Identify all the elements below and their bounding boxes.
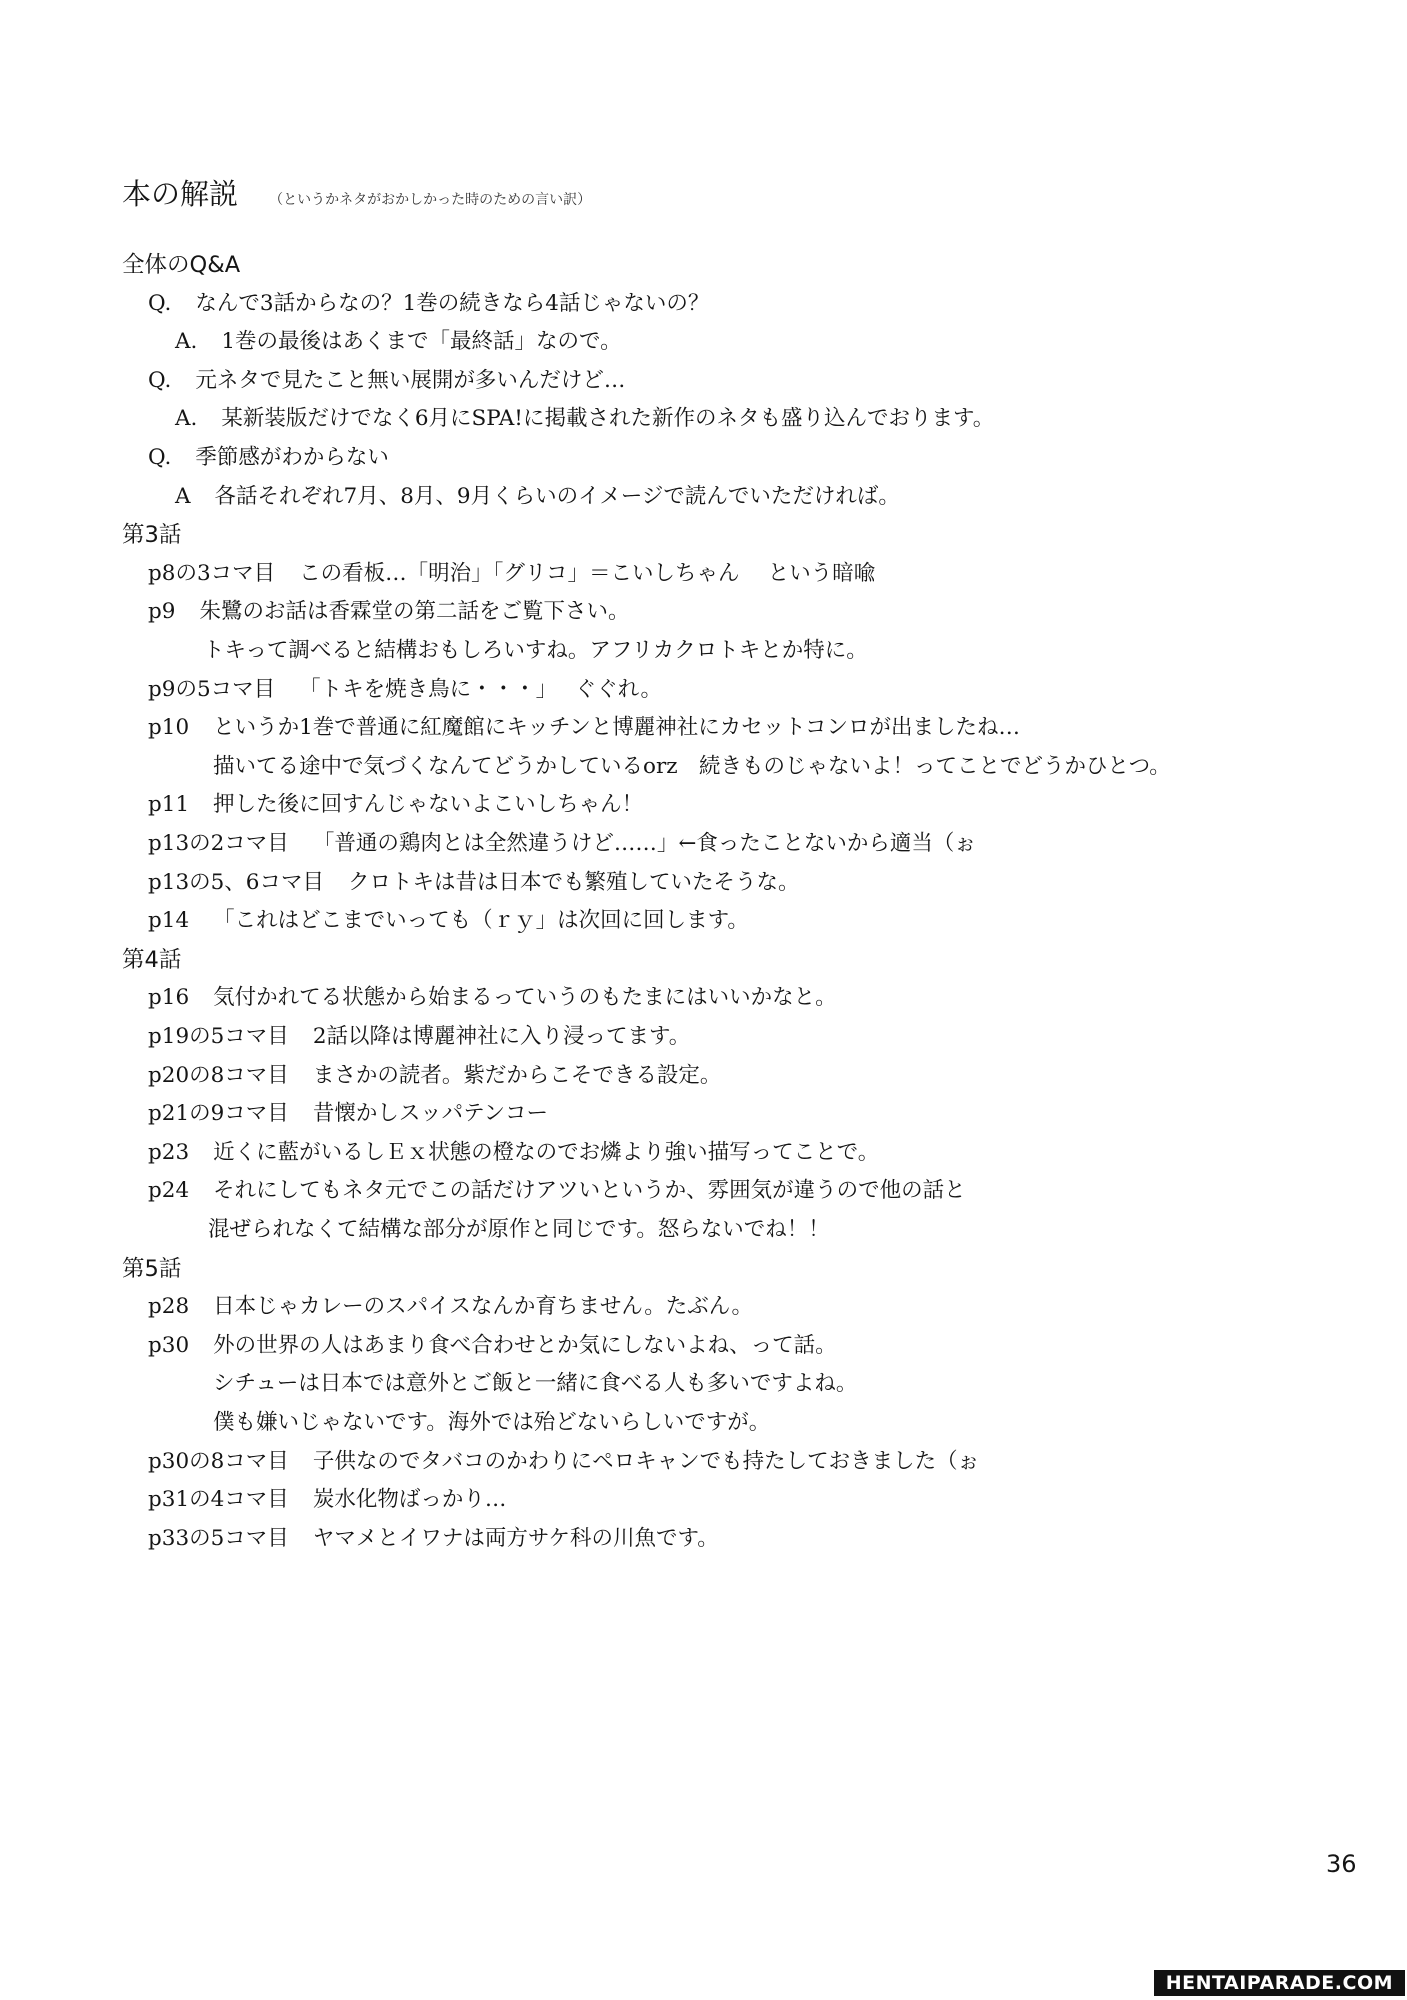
note-label: p23 [148,1140,190,1165]
watermark-logo: HENTAIPARADE.COM [1154,1970,1405,1996]
note-text: ヤマメとイワナは両方サケ科の川魚です。 [312,1526,719,1551]
note-text: 子供なのでタバコのかわりにペロキャンでも持たしておきました（ぉ [312,1449,980,1474]
note-line [213,1373,857,1395]
note-text: 押した後に回すんじゃないよこいしちゃん！ [213,792,644,817]
section-heading [122,254,240,277]
note-label: p10 [148,715,190,740]
note-label: p8の3コマ目 [148,561,276,586]
page-title: 本の解説 [122,177,239,211]
note-text: トキって調べると結構おもしろいすね。アフリカクロトキとか特に。 [203,638,868,663]
section-heading [122,949,181,972]
note-text: 昔懐かしスッパテンコー [312,1101,549,1126]
note-line [148,872,800,894]
note-line [148,1296,753,1318]
note-line [175,331,622,353]
note-label: p31の4コマ目 [148,1487,289,1512]
note-line [148,1103,548,1125]
note-label: p20の8コマ目 [148,1063,289,1088]
note-label: p19の5コマ目 [148,1024,289,1049]
note-line [203,640,868,662]
note-text: なんで3話からなの？1巻の続きなら4話じゃないの？ [195,291,710,316]
section-heading-text: 第5話 [122,1256,182,1282]
note-line [148,1142,879,1164]
note-text: 炭水化物ばっかり… [312,1487,507,1512]
note-line [175,486,900,508]
note-line [148,370,625,392]
note-line [148,563,875,585]
section-heading-text: 全体のQ&A [122,252,241,278]
note-label: p24 [148,1178,190,1203]
note-text: 「普通の鶏肉とは全然違うけど……」←食ったことないから適当（ぉ [312,831,976,856]
section-heading-text: 第3話 [122,522,182,548]
note-text: 「トキを焼き鳥に・・・」 ぐぐれ。 [299,677,663,702]
note-line [148,833,976,855]
note-text: 元ネタで見たこと無い展開が多いんだけど… [195,368,626,393]
note-text: クロトキは昔は日本でも繁殖していたそうな。 [347,870,800,895]
note-line [148,447,389,469]
note-text: まさかの読者。紫だからこそできる設定。 [312,1063,722,1088]
note-label: Q. [148,445,172,470]
note-text: というか1巻で普通に紅魔館にキッチンと博麗神社にカセットコンロが出ましたね… [213,715,1020,740]
note-line [148,1528,719,1550]
note-text: 「これはどこまでいっても（ｒｙ」は次回に回します。 [213,908,749,933]
note-line [148,987,837,1009]
note-label: p11 [148,792,190,817]
note-text: 近くに藍がいるしＥｘ状態の橙なのでお燐より強い描写ってことで。 [213,1140,880,1165]
page-number: 36 [1326,1850,1357,1878]
note-text: 気付かれてる状態から始まるっていうのもたまにはいいかなと。 [213,985,837,1010]
note-text: 季節感がわからない [195,445,389,470]
note-label: p16 [148,985,190,1010]
note-line [213,756,1171,778]
title-row [122,172,591,213]
note-line [148,1026,690,1048]
note-line [213,1412,770,1434]
note-line [148,1065,721,1087]
note-text: この看板…「明治」「グリコ」＝こいしちゃん という暗喩 [299,561,876,586]
note-label: p33の5コマ目 [148,1526,289,1551]
note-line [148,679,662,701]
note-line [175,408,994,430]
note-label: A. [175,329,198,354]
note-text: 日本じゃカレーのスパイスなんか育ちません。たぶん。 [213,1294,753,1319]
note-line [148,1180,966,1202]
section-heading [122,1258,181,1281]
note-label: p30 [148,1333,190,1358]
note-label: A [175,484,191,509]
note-line [148,717,1020,739]
note-text: 僕も嫌いじゃないです。海外では殆どないらしいですが。 [213,1410,771,1435]
note-text: 1巻の最後はあくまで「最終話」なので。 [221,329,622,354]
note-label: A. [175,406,198,431]
note-label: p13の2コマ目 [148,831,289,856]
note-label: p28 [148,1294,190,1319]
note-line [148,794,643,816]
note-line [208,1219,830,1241]
note-label: p30の8コマ目 [148,1449,289,1474]
note-text: 外の世界の人はあまり食べ合わせとか気にしないよね、って話。 [213,1333,837,1358]
note-label: p14 [148,908,190,933]
note-text: それにしてもネタ元でこの話だけアツいというか、雰囲気が違うので他の話と [213,1178,966,1203]
note-line [148,1335,837,1357]
note-label: Q. [148,291,172,316]
note-label: Q. [148,368,172,393]
note-text: 描いてる途中で気づくなんてどうかしているorz 続きものじゃないよ！ってことでどうかひとつ。 [213,754,1171,779]
note-label: p9の5コマ目 [148,677,276,702]
note-label: p9 [148,599,176,624]
section-heading [122,524,181,547]
note-text: 各話それぞれ7月、8月、9月くらいのイメージで読んでいただければ。 [214,484,900,509]
page-subtitle: （というかネタがおかしかった時のための言い訳） [269,192,592,208]
section-heading-text: 第4話 [122,947,182,973]
note-line [148,1451,979,1473]
note-text: 朱鷺のお話は香霖堂の第二話をご覧下さい。 [199,599,630,624]
note-text: 混ぜられなくて結構な部分が原作と同じです。怒らないでね！！ [208,1217,830,1242]
note-text: 某新装版だけでなく6月にSPA!に掲載された新作のネタも盛り込んでおります。 [221,406,995,431]
note-label: p21の9コマ目 [148,1101,289,1126]
note-text: シチューは日本では意外とご飯と一緒に食べる人も多いですよね。 [213,1371,858,1396]
note-line [148,601,629,623]
note-line [148,293,709,315]
note-line [148,1489,506,1511]
note-label: p13の5、6コマ目 [148,870,324,895]
note-line [148,910,749,932]
note-text: 2話以降は博麗神社に入り浸ってます。 [312,1024,691,1049]
